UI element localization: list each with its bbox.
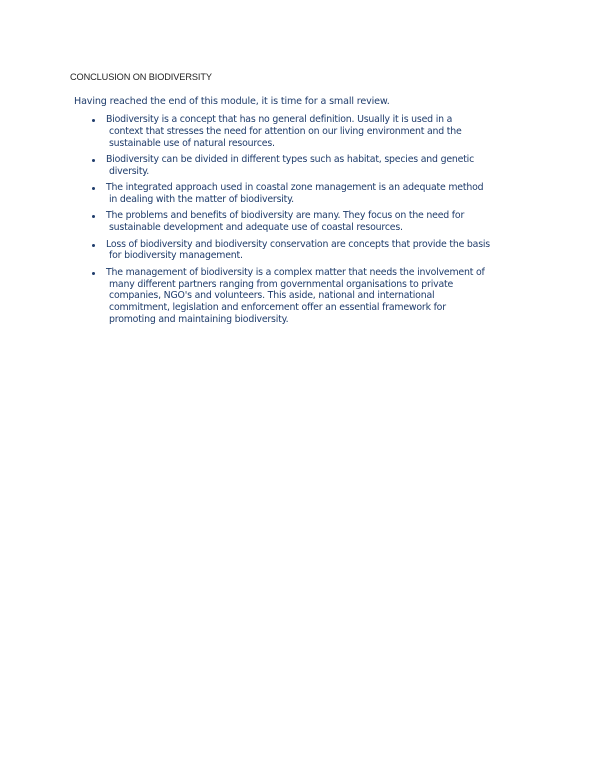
intro-paragraph: Having reached the end of this module, it is time for a small review. [74,96,390,107]
bullet-text-line: many different partners ranging from governmental organisations to private [109,278,454,290]
bullet-text-line: Biodiversity is a concept that has no general definition. Usually it is used in a [106,114,453,125]
bullet-text-line: The management of biodiversity is a complex matter that needs the involvement of [106,266,485,278]
bullet-icon [92,215,95,218]
bullet-item [90,239,490,263]
bullet-item [90,114,490,149]
bullet-text-line: diversity. [109,165,150,177]
bullet-item [90,182,490,206]
bullet-icon [92,159,95,162]
bullet-item [90,267,490,326]
bullet-item [90,210,490,234]
bullet-icon [92,272,95,275]
bullet-text-line: Loss of biodiversity and biodiversity conservation are concepts that provide the basis [106,238,490,250]
bullet-text-line: The integrated approach used in coastal zone management is an adequate method [106,182,484,194]
bullet-text-line: for biodiversity management. [109,250,243,262]
bullet-icon [92,187,95,190]
bullet-text-line: context that stresses the need for attention on our living environment and the [109,125,462,137]
bullet-text-line: sustainable use of natural resources. [109,137,275,149]
document-heading: CONCLUSION ON BIODIVERSITY [70,72,212,82]
bullet-text-line: sustainable development and adequate use of coastal resources. [109,222,403,234]
bullet-text-line: in dealing with the matter of biodiversity. [109,193,294,205]
bullet-text-line: The problems and benefits of biodiversity are many. They focus on the need for [106,210,465,222]
bullet-icon [92,244,95,247]
bullet-text-line: commitment, legislation and enforcement offer an essential framework for [109,302,446,314]
conclusion-bullet-list [90,114,490,330]
bullet-text-line: promoting and maintaining biodiversity. [109,313,289,325]
bullet-item [90,154,490,178]
bullet-text-line: companies, NGO's and volunteers. This aside, national and international [109,290,435,302]
bullet-text-line: Biodiversity can be divided in different types such as habitat, species and genetic [106,153,475,165]
bullet-icon [92,119,95,122]
